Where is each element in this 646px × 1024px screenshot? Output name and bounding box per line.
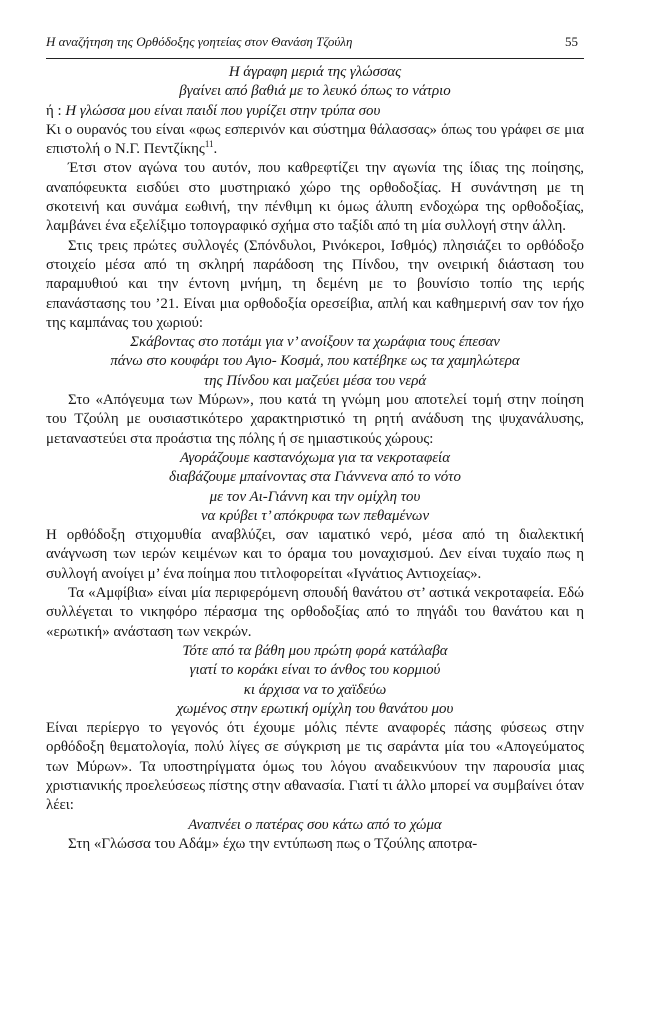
paragraph: Στις τρεις πρώτες συλλογές (Σπόνδυλοι, Ρινόκεροι, Ισθμός) πλησιάζει το ορθόδοξο στοιχείο μέσα από τη σκληρή παράδοση της Πίνδου, την ονειρική διάσταση του παραμυθιού και την έντονη μνήμη, τη δεμένη με το βουνίσιο τοπίο της ιερής επανάστασης του ’21. Είναι μια ορθοδοξία ορεσείβια, απλή και καθημερινή σαν τον ήχο της καμπάνας του χωριού: xyxy=(46,237,584,331)
footnote-marker: 11 xyxy=(204,139,214,150)
verse-line: Η γλώσσα μου είναι παιδί που γυρίζει στην τρύπα σου xyxy=(65,102,381,119)
page-header xyxy=(46,34,578,50)
verse-line: Η άγραφη μεριά της γλώσσας xyxy=(228,64,402,80)
alternative-prefix: ή : xyxy=(46,102,66,119)
paragraph: Στη «Γλώσσα του Αδάμ» έχω την εντύπωση πως ο Τζούλης αποτρα- xyxy=(68,835,478,852)
header-rule xyxy=(46,58,584,59)
paragraph: Κι ο ουρανός του είναι «φως εσπερινόν και σύστημα θάλασσας» όπως του γράφει σε μια επιστολή ο Ν.Γ. Πεντζίκης$^{11}$. xyxy=(46,121,584,158)
verse-line: Αναπνέει ο πατέρας σου κάτω από το χώμα xyxy=(188,816,442,833)
verse-line: πάνω στο κουφάρι του Αγιο- Κοσμά, που κατέβηκε ως τα χαμηλώτερα xyxy=(110,353,520,370)
running-title: Η αναζήτηση της Ορθόδοξης γοητείας στον Θανάση Τζούλη xyxy=(46,34,353,49)
verse-line: της Πίνδου και μαζεύει μέσα του νερά xyxy=(203,372,427,389)
verse-alternative xyxy=(46,102,584,121)
verse-line: Σκάβοντας στο ποτάμι για ν’ ανοίξουν τα χωράφια τους έπεσαν xyxy=(130,334,500,351)
verse-line: χωμένος στην ερωτική ομίχλη του θανάτου μου xyxy=(176,700,454,717)
verse-block xyxy=(46,816,584,835)
paragraph: Στο «Απόγευμα των Μύρων», που κατά τη γνώμη μου αποτελεί τομή στην ποίηση του Τζούλη με ουσιαστικότερο χαρακτηριστικό τη ρητή ανάδυση της ψυχανάλυσης, μεταναστεύει στα προάστια της πόλης ή σε ημιαστικούς χώρους: xyxy=(46,392,584,447)
verse-line: διαβάζουμε μπαίνοντας στα Γιάννενα από το νότο xyxy=(169,469,461,486)
paragraph: Είναι περίεργο το γεγονός ότι έχουμε μόλις πέντε αναφορές πάσης φύσεως στην ορθόδοξη θεματολογία, πολύ λίγες σε σύγκριση με τις σαράντα μία του «Απογεύματος των Μύρων». Τα υποστηρίγματα όμως του λόγου αναδεικνύουν την παρουσία μιας χριστιανικής προελεύσεως πίστης στην αθανασία. Γιατί τι άλλο μπορεί να συμβαίνει όταν λέει: xyxy=(46,720,584,814)
verse-line: Τότε από τα βάθη μου πρώτη φορά κατάλαβα xyxy=(182,642,448,659)
page-body xyxy=(46,63,584,854)
verse-line: γιατί το κοράκι είναι το άνθος του κορμιού xyxy=(189,662,441,679)
verse-line: βγαίνει από βαθιά με το λευκό όπως το νάτριο xyxy=(179,83,451,100)
verse-line: να κρύβει τ’ απόκρυφα των πεθαμένων xyxy=(200,507,430,524)
verse-block xyxy=(46,449,584,526)
verse-block xyxy=(46,63,584,102)
verse-line: με τον Αι-Γιάννη και την ομίχλη του xyxy=(209,488,421,505)
paragraph: Η ορθόδοξη στιχομυθία αναβλύζει, σαν ιαματικό νερό, μέσα από τη διαλεκτική ανάγνωση των ιερών κειμένων και το όραμα του μοναχισμού. Δεν είναι τυχαίο πως η συλλογή ανοίγει μ’ ένα ποίημα που τιτλοφορείται «Ιγνάτιος Αντιοχείας». xyxy=(46,527,584,582)
page-number: 55 xyxy=(565,34,578,49)
verse-line: κι άρχισα να το χαϊδεύω xyxy=(243,681,387,698)
verse-block xyxy=(46,333,584,391)
verse-block xyxy=(46,642,584,719)
paragraph: Τα «Αμφίβια» είναι μία περιφερόμενη σπουδή θανάτου στ’ αστικά νεκροταφεία. Εδώ συλλέγεται το νικηφόρο πέρασμα της ορθοδοξίας από το πηγάδι του θανάτου και η «ερωτική» ανάσταση των νεκρών. xyxy=(46,585,584,640)
verse-line: Αγοράζουμε καστανόχωμα για τα νεκροταφεία xyxy=(179,449,451,466)
paragraph: Έτσι στον αγώνα του αυτόν, που καθρεφτίζει την αγωνία της ίδιας της ποίησης, αναπόφευκτα εισδύει στο μυστηριακό χώρο της ορθοδοξίας. Η συνάντηση με τη σκοτεινή και συνάμα εωθινή, την πένθιμη κι όμως άλυπη ενδοχώρα της ορθοδοξίας, λαμβάνει ένα εξελίξιμο τοπογραφικό σχήμα στο ταξίδι από τη μία συλλογή στην άλλη. xyxy=(46,160,584,235)
